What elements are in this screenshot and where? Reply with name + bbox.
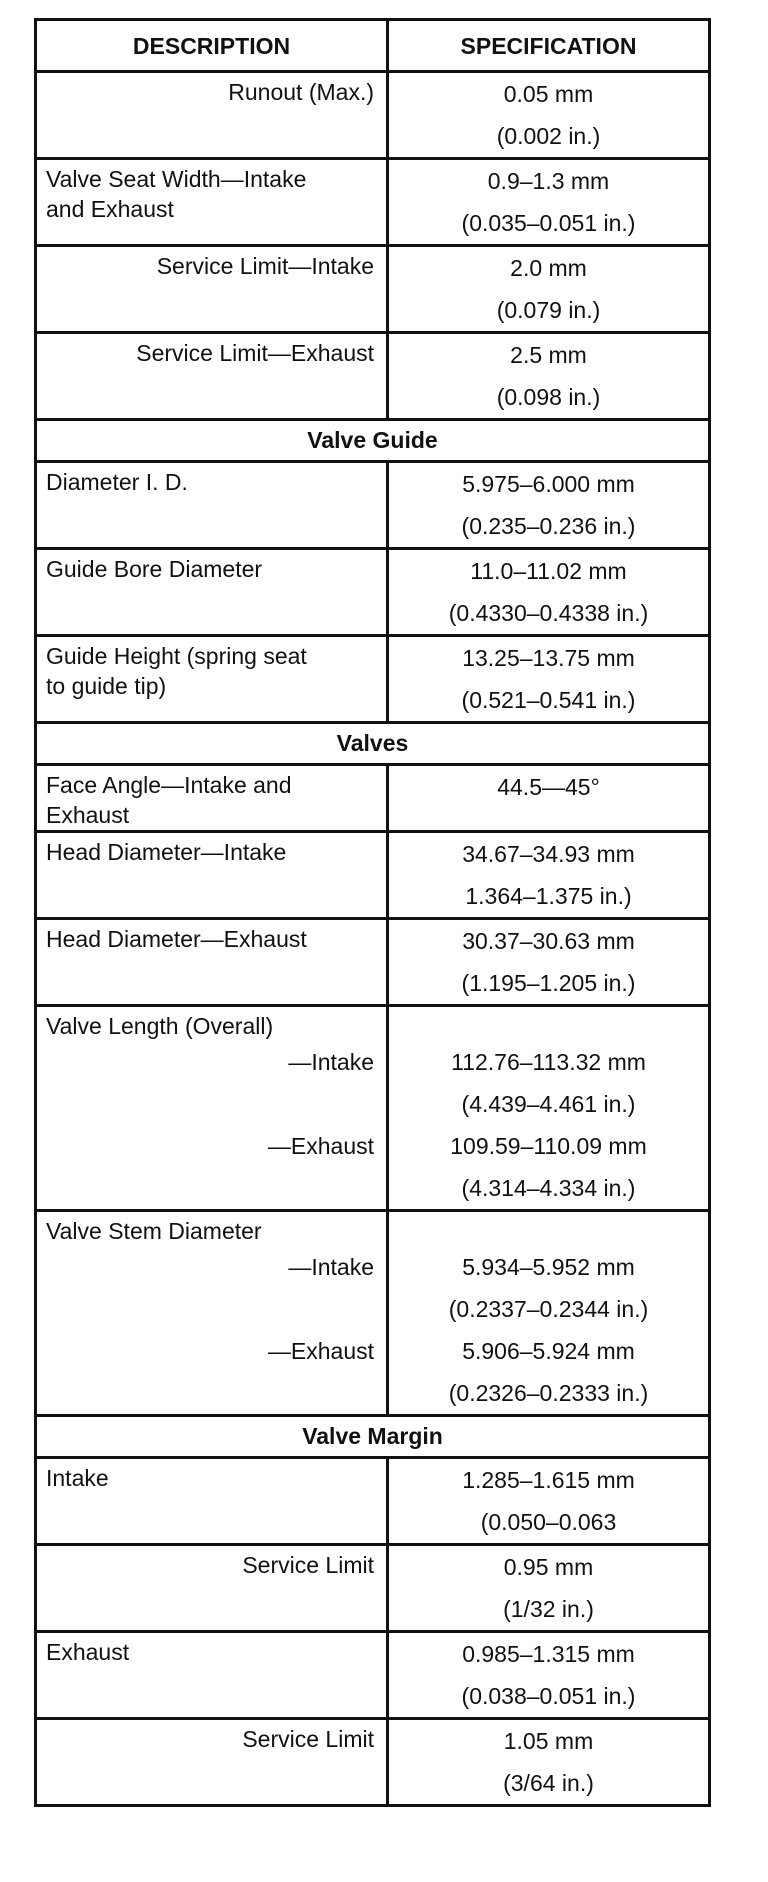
table-row (36, 919, 710, 1006)
row-specification: 13.25–13.75 mm (0.521–0.541 in.) (388, 636, 710, 723)
row-specification: 11.0–11.02 mm (0.4330–0.4338 in.) (388, 549, 710, 636)
row-specification: 44.5—45° (388, 765, 710, 832)
row-specification: 1.285–1.615 mm (0.050–0.063 (388, 1458, 710, 1545)
row-description: Face Angle—Intake and Exhaust (36, 765, 388, 832)
row-specification: 30.37–30.63 mm (1.195–1.205 in.) (388, 919, 710, 1006)
row-description: Head Diameter—Intake (36, 832, 388, 919)
row-description: Service Limit—Intake (36, 246, 388, 333)
table-row (36, 636, 710, 723)
row-description: Valve Stem Diameter —Intake —Exhaust (36, 1211, 388, 1416)
header-row (36, 20, 710, 72)
table-row (36, 832, 710, 919)
section-title-valve-guide: Valve Guide (36, 420, 710, 462)
row-description: Head Diameter—Exhaust (36, 919, 388, 1006)
row-specification: 0.95 mm (1/32 in.) (388, 1545, 710, 1632)
row-specification: 2.0 mm (0.079 in.) (388, 246, 710, 333)
row-specification: 5.975–6.000 mm (0.235–0.236 in.) (388, 462, 710, 549)
table-row (36, 765, 710, 832)
description-header: DESCRIPTION (36, 20, 388, 72)
row-specification: 0.05 mm (0.002 in.) (388, 72, 710, 159)
section-header-row (36, 1416, 710, 1458)
row-description: Diameter I. D. (36, 462, 388, 549)
table-row (36, 1719, 710, 1806)
row-specification: 1.05 mm (3/64 in.) (388, 1719, 710, 1806)
row-description: Service Limit—Exhaust (36, 333, 388, 420)
section-title-valve-margin: Valve Margin (36, 1416, 710, 1458)
table-row-valve-length (36, 1006, 710, 1211)
table-row (36, 1458, 710, 1545)
table-row (36, 1632, 710, 1719)
row-specification: 0.9–1.3 mm (0.035–0.051 in.) (388, 159, 710, 246)
row-specification: 5.934–5.952 mm (0.2337–0.2344 in.) 5.906–5.924 mm (0.2326–0.2333 in.) (388, 1211, 710, 1416)
row-specification: 2.5 mm (0.098 in.) (388, 333, 710, 420)
section-header-row (36, 420, 710, 462)
table-row (36, 549, 710, 636)
row-description: Valve Seat Width—Intake and Exhaust (36, 159, 388, 246)
row-description: Service Limit (36, 1719, 388, 1806)
table-row (36, 246, 710, 333)
section-title-valves: Valves (36, 723, 710, 765)
row-specification: 34.67–34.93 mm 1.364–1.375 in.) (388, 832, 710, 919)
row-description: Intake (36, 1458, 388, 1545)
row-description: Guide Bore Diameter (36, 549, 388, 636)
row-specification: 0.985–1.315 mm (0.038–0.051 in.) (388, 1632, 710, 1719)
row-description: Valve Length (Overall) —Intake —Exhaust (36, 1006, 388, 1211)
table-row (36, 1545, 710, 1632)
valve-spec-table (34, 18, 711, 1807)
table-row (36, 72, 710, 159)
table-row (36, 159, 710, 246)
section-header-row (36, 723, 710, 765)
table-row-valve-stem (36, 1211, 710, 1416)
row-description: Runout (Max.) (36, 72, 388, 159)
table-row (36, 333, 710, 420)
specification-header: SPECIFICATION (388, 20, 710, 72)
table-row (36, 462, 710, 549)
row-specification: 112.76–113.32 mm (4.439–4.461 in.) 109.59–110.09 mm (4.314–4.334 in.) (388, 1006, 710, 1211)
row-description: Guide Height (spring seat to guide tip) (36, 636, 388, 723)
row-description: Service Limit (36, 1545, 388, 1632)
row-description: Exhaust (36, 1632, 388, 1719)
